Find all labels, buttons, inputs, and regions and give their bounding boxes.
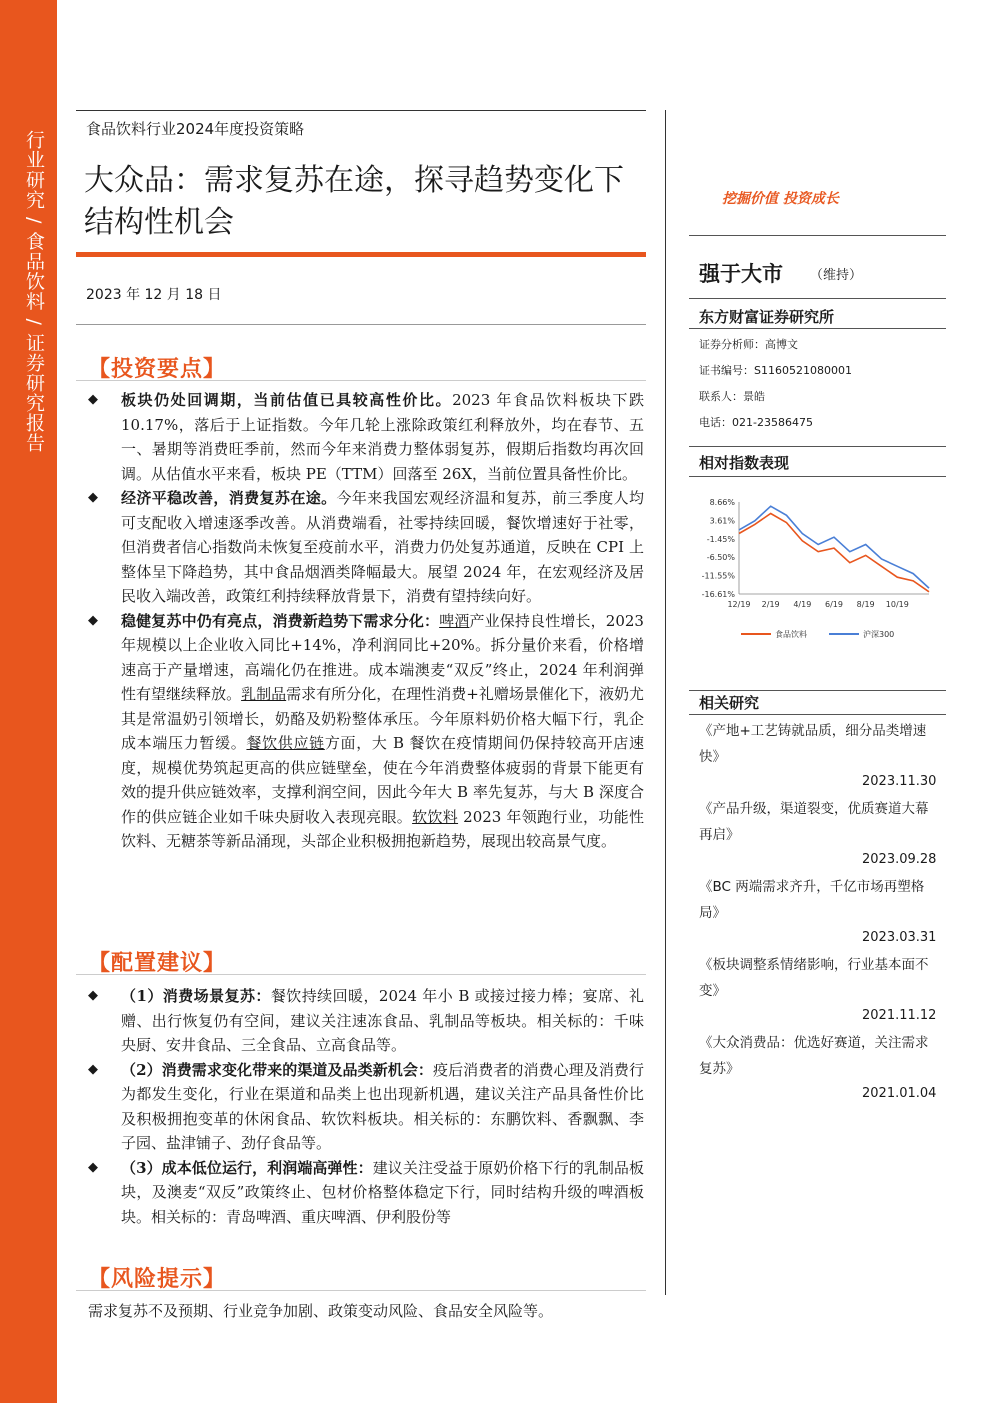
alloc-point: [88, 1058, 644, 1156]
related-report-title[interactable]: 《BC 两端需求齐升，千亿市场再塑格局》: [699, 879, 925, 921]
series-line: [739, 514, 929, 592]
bullet-icon: ◆: [88, 1061, 98, 1077]
column-divider: [665, 110, 666, 1295]
bullet-icon: ◆: [88, 490, 98, 505]
point-lead: 稳健复苏中仍有亮点，消费新趋势下需求分化：: [121, 611, 440, 630]
date-rule: [76, 324, 646, 325]
research-heading: 相关研究: [699, 694, 760, 712]
segment-beer: 啤酒: [439, 611, 470, 630]
report-title: 大众品：需求复苏在途，探寻趋势变化下结构性机会: [84, 163, 624, 240]
y-tick-label: -1.45%: [706, 534, 735, 544]
x-tick-label: 8/19: [856, 600, 875, 609]
segment-supply-chain: 餐饮供应链: [246, 734, 325, 752]
risk-heading: 【风险提示】: [88, 1267, 227, 1292]
side-strip: [0, 0, 57, 1403]
related-report-title[interactable]: 《产地+工艺铸就品质，细分品类增速快》: [699, 723, 927, 765]
relative-index-chart: [689, 490, 946, 650]
point-text: 疫后消费者的消费心理及消费行为都发生变化，行业在渠道和品类上也出现新机遇，建议关注产品具备性价比及积极拥抱变革的休闲食品、软饮料板块。相关标的：东鹏饮料、香飘飘、李子园、盐津铺子、劲仔食品等。: [121, 1060, 644, 1152]
segment-soft-drinks: 软饮料: [412, 807, 459, 826]
related-report-date: 2021.01.04: [862, 1086, 937, 1101]
risk-rule: [76, 1290, 646, 1291]
contact: 联系人：景皓: [699, 390, 765, 403]
series-line: [739, 506, 929, 588]
alloc-point: [88, 984, 644, 1058]
sidebar-rule: [689, 446, 946, 447]
alloc-point: [88, 1156, 644, 1230]
side-label: 行业研究 / 食品饮料 / 证券研究报告: [23, 130, 45, 453]
point-text: 2023 年食品饮料板块下跌 10.17%，落后于上证指数。今年几轮上涨除政策红利释放外，均在春节、五一、暑期等消费旺季前，然而今年来消费力整体弱复苏，假期后指数均再次回调。从估值水平来看，板块 PE（TTM）回落至 26X，当前位置具备性价比。: [121, 391, 644, 483]
research-org: 东方财富证券研究所: [699, 308, 835, 326]
related-report-date: 2023.03.31: [862, 930, 937, 945]
related-report-title[interactable]: 《产品升级，渠道裂变，优质赛道大幕再启》: [699, 801, 929, 843]
invest-heading: 【投资要点】: [88, 357, 227, 382]
report-category: 食品饮料行业2024年度投资策略: [86, 120, 305, 138]
header-rule: [76, 110, 646, 111]
chart-heading: 相对指数表现: [699, 454, 790, 472]
invest-rule: [76, 380, 646, 381]
point-lead: （2）消费需求变化带来的渠道及品类新机会：: [121, 1060, 434, 1079]
alloc-heading: 【配置建议】: [88, 951, 227, 976]
point-text: 2023 年领跑行业，功能性饮料、无糖茶等新品涌现，头部企业积极拥抱新趋势，展现出较高景气度。: [121, 807, 644, 850]
related-report-date: 2023.09.28: [862, 852, 937, 867]
sidebar-rule: [689, 714, 946, 715]
sidebar-rule: [689, 298, 946, 299]
y-tick-label: -16.61%: [701, 590, 735, 599]
related-report-title[interactable]: 《板块调整系情绪影响，行业基本面不变》: [699, 957, 929, 999]
sidebar-rule: [689, 235, 946, 236]
point-lead: （1）消费场景复苏：: [121, 987, 271, 1005]
point-text: 建议关注受益于原奶价格下行的乳制品板块，及澳麦“双反”政策终止、包材价格整体稳定下行，同时结构升级的啤酒板块。相关标的：青岛啤酒、重庆啤酒、伊利股份等: [121, 1158, 644, 1226]
point-text: 餐饮持续回暖，2024 年小 B 或接过接力棒；宴席、礼赠、出行恢复仍有空间，建议关注速冻食品、乳制品等板块。相关标的：千味央厨、安井食品、三全食品、立高食品等。: [121, 987, 644, 1054]
phone: 电话：021-23586475: [699, 416, 813, 429]
bullet-icon: ◆: [88, 1159, 98, 1175]
sidebar-rule: [689, 328, 946, 329]
y-tick-label: 3.61%: [709, 516, 735, 526]
bullet-icon: ◆: [88, 392, 98, 407]
x-tick-label: 6/19: [825, 600, 843, 609]
point-lead: 板块仍处回调期，当前估值已具较高性价比。: [121, 391, 453, 409]
report-date: 2023 年 12 月 18 日: [86, 287, 222, 303]
related-report-date: 2023.11.30: [862, 774, 937, 789]
alloc-rule: [76, 974, 646, 975]
sidebar-rule: [689, 476, 946, 477]
point-text: 需求有所分化，在理性消费+礼赠场景催化下，液奶尤其是常温奶引领增长，奶酪及奶粉整体承压。今年原料奶价格大幅下行，乳企成本端压力暂缓。: [121, 685, 644, 752]
segment-dairy: 乳制品: [241, 685, 287, 703]
y-tick-label: 8.66%: [709, 498, 735, 507]
invest-point: [88, 609, 644, 854]
bullet-icon: ◆: [88, 612, 98, 628]
invest-point: [88, 486, 644, 609]
invest-points: [88, 388, 644, 854]
x-tick-label: 12/19: [727, 600, 751, 609]
point-text: 产业保持良性增长，2023 年规模以上企业收入同比+14%，净利润同比+20%。拆分量价来看，价格增速高于产量增速，高端化仍在推进。成本端澳麦“双反”终止，2024 年利润弹性有望继续释放。: [121, 611, 644, 703]
rating: 强于大市: [699, 262, 783, 286]
point-lead: （3）成本低位运行，利润端高弹性：: [121, 1158, 373, 1177]
x-tick-label: 4/19: [793, 600, 812, 609]
point-text: 方面，大 B 餐饮在疫情期间仍保持较高开店速度，规模优势筑起更高的供应链壁垒，使在今年消费整体疲弱的背景下能更有效的提升供应链效率，支撑利润空间，因此今年大 B 率先复苏，与大 B 深度合作的供应链企业如千味央厨收入表现亮眼。: [121, 734, 644, 826]
analyst: 证券分析师：高博文: [699, 338, 798, 351]
x-tick-label: 2/19: [761, 600, 780, 609]
risk-text: 需求复苏不及预期、行业竞争加剧、政策变动风险、食品安全风险等。: [88, 1302, 554, 1320]
x-tick-label: 10/19: [885, 600, 909, 609]
invest-point: [88, 388, 644, 486]
alloc-points: [88, 984, 644, 1229]
title-bar: [76, 252, 646, 257]
slogan: 挖掘价值 投资成长: [722, 191, 839, 207]
y-tick-label: -6.50%: [706, 553, 735, 563]
point-text: 今年来我国宏观经济温和复苏，前三季度人均可支配收入增速逐季改善。从消费端看，社零持续回暖，餐饮增速好于社零，但消费者信心指数尚未恢复至疫前水平，消费力仍处复苏通道，反映在 CPI 上整体呈下降趋势，其中食品烟酒类降幅最大。展望 2024 年，在宏观经济及居民收入端改善，政策红利持续释放背景下，消费有望持续向好。: [121, 489, 644, 605]
sidebar-rule: [689, 690, 946, 691]
y-tick-label: -11.55%: [701, 571, 735, 581]
related-report-date: 2021.11.12: [862, 1008, 937, 1023]
legend-label: 食品饮料: [775, 630, 807, 639]
bullet-icon: ◆: [88, 988, 98, 1003]
cert-number: 证书编号：S1160521080001: [699, 364, 852, 377]
related-report-title[interactable]: 《大众消费品：优选好赛道，关注需求复苏》: [699, 1035, 929, 1077]
rating-note: （维持）: [810, 268, 863, 283]
legend-label: 沪深300: [863, 630, 895, 639]
point-lead: 经济平稳改善，消费复苏在途。: [121, 489, 337, 507]
